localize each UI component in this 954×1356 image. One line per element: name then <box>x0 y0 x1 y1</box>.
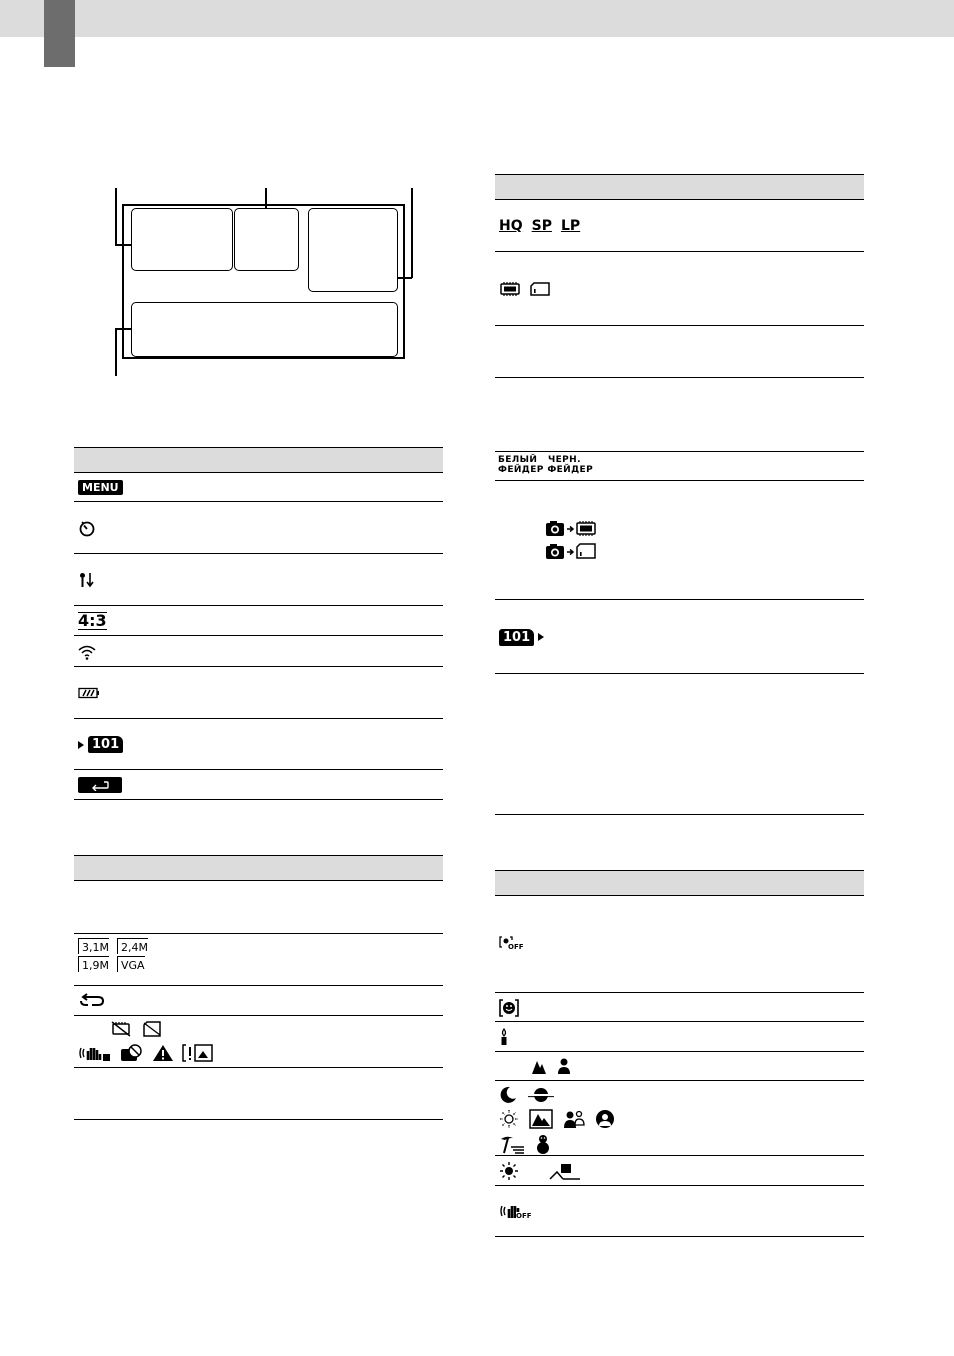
table-row <box>495 1186 864 1237</box>
left-table-2 <box>74 855 443 1120</box>
mic-level-icon <box>78 571 96 589</box>
spotlight-icon <box>595 1109 615 1129</box>
table-header <box>74 855 443 881</box>
table-row <box>495 993 864 1022</box>
menu-icon: MENU <box>78 480 123 495</box>
leader-left-bottom <box>115 328 117 376</box>
media-error-icon <box>110 1021 132 1037</box>
camera-disabled-icon <box>120 1044 144 1062</box>
return-icon <box>78 777 122 793</box>
table-row <box>495 252 864 326</box>
play-triangle-icon <box>538 633 544 641</box>
leader-center <box>265 188 267 208</box>
battery-icon <box>78 687 100 699</box>
portrait-pair-icon <box>563 1109 585 1129</box>
play-folder-icon: 101 <box>499 629 534 646</box>
table-row <box>74 719 443 770</box>
table-row <box>74 770 443 800</box>
image-size-3-1m-icon: 3,1M <box>78 938 109 954</box>
table-row <box>74 606 443 636</box>
leader-right <box>411 188 413 278</box>
white-balance-sun-icon <box>499 1161 519 1181</box>
table-row <box>74 502 443 554</box>
table-row <box>495 200 864 252</box>
recording-mode-hq-icon: HQ <box>499 218 523 234</box>
landscape-icon <box>531 1057 547 1075</box>
sunrise-sunset-icon <box>527 1086 555 1104</box>
table-row <box>495 896 864 993</box>
leader-left-top <box>115 188 117 245</box>
table-header <box>495 870 864 896</box>
table-header <box>495 174 864 200</box>
low-lux-candle-icon <box>499 1028 509 1046</box>
table-row <box>495 1052 864 1081</box>
image-size-vga-icon: VGA <box>117 956 145 972</box>
image-size-2-4m-icon: 2,4M <box>117 938 148 954</box>
table-row <box>74 934 443 986</box>
dub-to-card-icon <box>545 542 601 560</box>
image-size-1-9m-icon: 1,9M <box>78 956 109 972</box>
right-table-1 <box>495 174 864 815</box>
table-row <box>74 1016 443 1068</box>
zone-bottom <box>131 302 398 357</box>
table-row <box>74 986 443 1016</box>
aspect-ratio-icon: 4:3 <box>78 611 107 630</box>
lcd-screen-diagram <box>110 188 422 378</box>
fader-labels-top: БЕЛЫЙ ЧЕРН. <box>498 455 581 465</box>
header-bar <box>0 0 954 37</box>
fireworks-icon <box>499 1109 519 1129</box>
spot-meter-icon <box>549 1161 581 1181</box>
folder-icon: 101 <box>88 736 123 753</box>
face-detection-off-icon: OFF <box>499 936 525 954</box>
repeat-icon <box>78 993 106 1009</box>
warning-icon <box>152 1044 174 1062</box>
fader-labels-bottom: ФЕЙДЕР ФЕЙДЕР <box>498 465 594 475</box>
zone-upper-right <box>308 208 398 292</box>
table-row <box>74 1068 443 1120</box>
play-triangle-icon <box>78 741 84 749</box>
beach-icon <box>499 1134 525 1154</box>
table-row <box>495 1081 864 1156</box>
chapter-tab <box>44 0 75 67</box>
zone-upper-center <box>234 208 299 271</box>
dub-to-internal-memory-icon <box>545 519 601 537</box>
recording-mode-lp-icon: LP <box>560 218 581 234</box>
table-row <box>74 881 443 934</box>
table-row <box>495 600 864 674</box>
memory-card-icon <box>529 281 551 297</box>
card-error-icon <box>142 1021 162 1037</box>
zone-upper-left <box>131 208 233 271</box>
table-row <box>74 667 443 719</box>
table-row <box>495 452 864 481</box>
self-timer-icon <box>78 519 96 537</box>
table-row <box>74 473 443 502</box>
table-row <box>495 378 864 452</box>
table-row <box>495 1156 864 1186</box>
landscape-framed-icon <box>529 1109 553 1129</box>
table-row <box>495 481 864 600</box>
recording-mode-sp-icon: SP <box>531 218 552 234</box>
table-row <box>495 1022 864 1052</box>
left-table-1 <box>74 447 443 800</box>
table-header <box>74 447 443 473</box>
wireless-icon <box>78 644 96 660</box>
leader-right-tick <box>398 277 412 279</box>
portrait-icon <box>557 1057 571 1075</box>
right-table-2 <box>495 870 864 1237</box>
table-row <box>74 636 443 667</box>
steadyshot-off-icon: OFF <box>499 1202 531 1222</box>
leader-left-top-tick <box>115 244 131 246</box>
night-scene-icon <box>499 1086 517 1104</box>
image-database-warning-icon <box>182 1044 214 1062</box>
table-row <box>495 326 864 378</box>
leader-left-bottom-tick <box>115 328 131 330</box>
table-row <box>74 554 443 606</box>
internal-memory-icon <box>499 281 521 297</box>
smile-shutter-icon <box>499 999 519 1017</box>
snow-icon <box>535 1134 551 1154</box>
camera-shake-warning-icon <box>78 1044 112 1062</box>
table-row <box>495 674 864 815</box>
